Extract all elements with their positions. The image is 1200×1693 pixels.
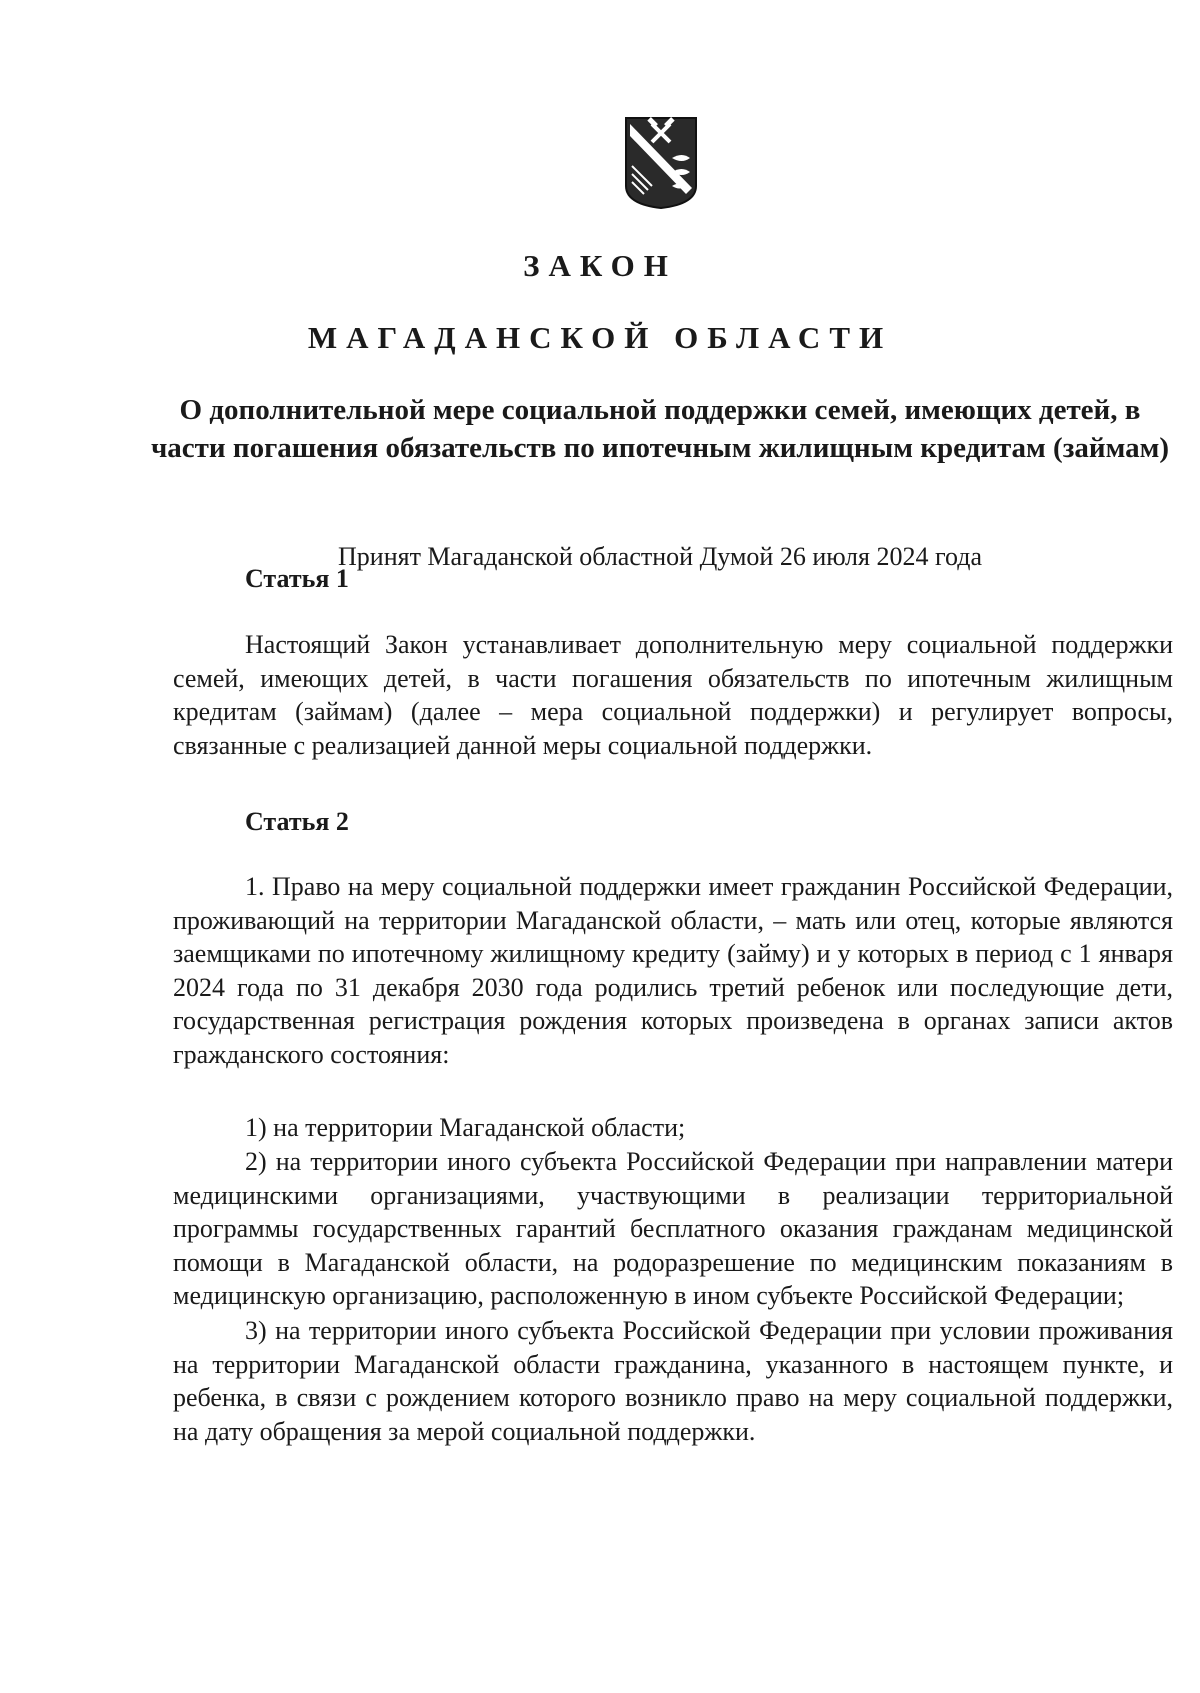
article-2-item-2: 2) на территории иного субъекта Российской Федерации при направлении матери медицинскими организациями, участвующими в реализации территориальной программы государственных гарантий бесплатного оказания гражданам медицинской помощи в Магаданской области, на родоразрешение по медицинским показаниям в медицинскую организацию, расположенную в ином субъекте Российской Федерации; (173, 1147, 1173, 1310)
article-1-heading: Статья 1 (245, 564, 349, 593)
adoption-note: Принят Магаданской областной Думой 26 июля 2024 года (338, 542, 982, 571)
article-2-item-1: 1) на территории Магаданской области; (245, 1113, 686, 1142)
document-title: ЗАКОН (523, 248, 677, 283)
article-2-paragraph-1: 1. Право на меру социальной поддержки имеет гражданин Российской Федерации, проживающий на территории Магаданской области, – мать или отец, которые являются заемщиками по ипотечному жилищному кредиту (займу) и у которых в период с 1 января 2024 года по 31 декабря 2030 года родились третий ребенок или последующие дети, государственная регистрация рождения которых произведена в органах записи актов гражданского состояния: (173, 872, 1173, 1069)
magadan-coat-of-arms-icon (622, 114, 700, 210)
article-2-heading: Статья 2 (245, 807, 349, 836)
article-2-item-3: 3) на территории иного субъекта Российской Федерации при условии проживания на территории Магаданской области гражданина, указанного в настоящем пункте, и ребенка, в связи с рождением которого возникло право на меру социальной поддержки, на дату обращения за мерой социальной поддержки. (173, 1316, 1173, 1446)
article-1-paragraph: Настоящий Закон устанавливает дополнительную меру социальной поддержки семей, имеющих детей, в части погашения обязательств по ипотечным жилищным кредитам (займам) (далее – мера социальной поддержки) и регулирует вопросы, связанные с реализацией данной меры социальной поддержки. (173, 630, 1173, 760)
document-region: МАГАДАНСКОЙ ОБЛАСТИ (307, 320, 893, 355)
law-name: О дополнительной мере социальной поддержки семей, имеющих детей, в части погашения обязательств по ипотечным жилищным кредитам (займам) (150, 394, 1170, 464)
